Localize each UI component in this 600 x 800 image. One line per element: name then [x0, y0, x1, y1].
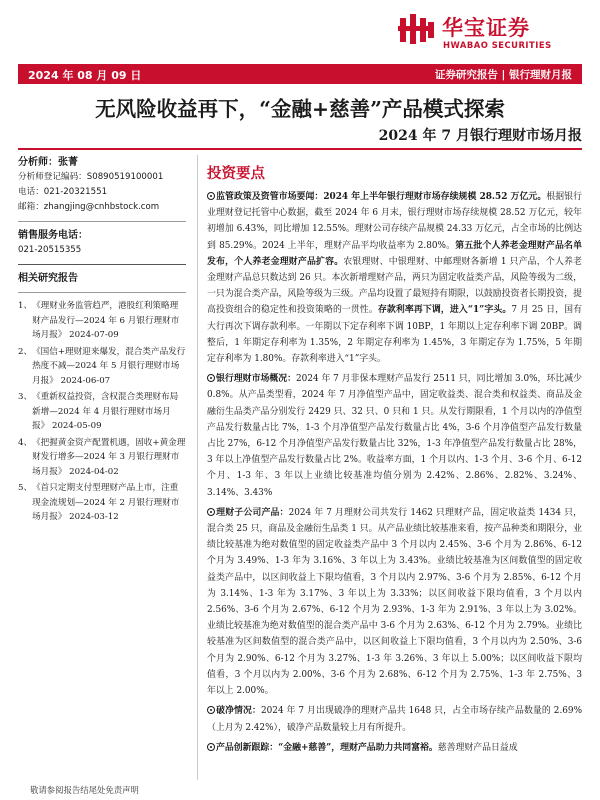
paragraph-regulatory-news: 监管政策及资管市场要闻：2024 年上半年银行理财市场存续规模 28.52 万亿元。根据银行业理财登记托管中心数据，截至 2024 年 6 月末，银行理财市场存续规模 28.52 万亿元，较年初增加 6.43%，同比增加 12.55%。理财公司存续产品规模 24.33 万亿元，占全市场的比例达到 85.29%。2024 上半年，理财产品平均收益率为 2.80%。第五批个人养老金理财产品名单发布，个人养老金理财产品扩容。农银理财、中银理财、中邮理财各新增 1 只产品，个人养老金理财产品总只数达到 26 只。本次新增理财产品，两只为固定收益类产品，风险等级为二级，一只为混合类产品，风险等级为三级。产品均设置了最短持有期限，以鼓励投资者长期投资，提高投资组合的稳定性和投资策略的一贯性。存款利率再下调，进入“1”字头。7 月 25 日，国有大行再次下调存款利率。一年期以下定存利率下调 10BP，1 年期以上定存利率下调 20BP。调整后，1 年期定存利率为 1.35%，2 年期定存利率为 1.45%，3 年期定存为 1.75%，5 年期定存利率为 1.80%。存款利率进入“1”字头。: [207, 192, 583, 365]
related-report-item[interactable]: [18, 345, 186, 389]
sidebar: [18, 155, 186, 527]
related-report-title: 《首只定期支付型理财产品上市，注重现金流规划—2024 年 2 月银行理财市场月报》 2024-03-12: [32, 483, 180, 523]
brand-name-cn: 华宝证券: [442, 16, 530, 40]
related-report-item[interactable]: [18, 436, 186, 480]
related-report-item[interactable]: [18, 299, 186, 343]
report-date: 2024 年 08 月 09 日: [28, 69, 142, 82]
related-report-item[interactable]: [18, 390, 186, 434]
report-subtitle: 2024 年 7 月银行理财市场月报: [378, 128, 582, 144]
column-divider: [197, 155, 198, 780]
paragraph-product-innovation: 产品创新跟踪：“金融+慈善”，理财产品助力共同富裕。慈善理财产品日益成: [207, 740, 582, 756]
analyst-name: 分析师：张菁: [18, 157, 78, 168]
circle-bullet-icon: [207, 192, 215, 200]
sidebar-divider: [18, 221, 186, 222]
analyst-email[interactable]: 邮箱：zhangjing@cnhbstock.com: [18, 202, 160, 212]
report-banner: [18, 64, 582, 84]
sales-label: 销售服务电话：: [18, 230, 88, 241]
related-report-number: 3、: [18, 392, 33, 403]
related-report-number: 5、: [18, 483, 33, 494]
analyst-phone: 电话：021-20321551: [18, 187, 108, 197]
related-reports-heading: 相关研究报告: [18, 273, 78, 285]
brand-name-en: HWABAO SECURITIES: [443, 40, 552, 50]
related-report-title: 《重新权益投资，含权混合类理财布局新增—2024 年 4 月银行理财市场月报》 2024-05-09: [32, 392, 179, 432]
sales-phone: 021-20515355: [18, 245, 82, 255]
sidebar-divider: [18, 264, 186, 265]
report-title: 无风险收益再下，“金融+慈善”产品模式探索: [95, 97, 505, 121]
related-reports-list: [18, 299, 186, 525]
circle-bullet-icon: [207, 706, 215, 714]
footer-disclaimer: 敬请参阅报告结尾处免责声明: [30, 785, 139, 795]
related-report-title: 《把握黄金资产配置机遇，固收+黄金理财发行增多—2024 年 3 月银行理财市场月报》 2024-04-02: [32, 437, 186, 477]
paragraph-subsidiary-products: 理财子公司产品：2024 年 7 月理财公司共发行 1462 只理财产品，固定收益类 1434 只，混合类 25 只，商品及金融衍生品类 1 只。从产品业绩比较基准来看，按产品种类和期限分，业绩比较基准为绝对数值型的固定收益类产品中 3 个月以内 2.45%、3-6 个月为 2.86%、6-12 个月为 3.49%、1-3 年为 3.16%、3 年以上为 3.43%。业绩比较基准为区间数值型的固定收益类产品中，以区间收益上下限均值看，3 个月以内 2.97%、3-6 个月为 2.85%、6-12 个月为 3.14%、1-3 年为 3.17%、3 年以上为 3.33%；以区间收益下限均值看，3 个月以内 2.56%、3-6 个月为 2.67%、6-12 个月为 2.93%、1-3 年为 2.91%、3 年以上为 3.02%。业绩比较基准为绝对数值型的混合类产品中 3-6 个月为 2.63%、6-12 个月为 2.79%。业绩比较基准为区间数值型的混合类产品中，以区间收益上下限均值看，3 个月以内为 2.50%、3-6 个月为 2.90%、6-12 个月为 3.27%、1-3 年 3.26%、3 年以上 5.00%；以区间收益下限均值看，3 个月以内为 2.00%、3-6 个月为 2.68%、6-12 个月为 2.75%、1-3 年 2.75%、3 年以上 2.00%。: [207, 507, 582, 697]
related-report-title: 《国信+理财迎来爆发，混合类产品发行热度不减—2024 年 5 月银行理财市场月报》 2024-06-07: [32, 346, 186, 386]
related-report-title: 《理财业务监管趋严，港股红利策略理财产品发行—2024 年 6 月银行理财市场月报》 2024-07-09: [32, 301, 180, 341]
related-report-number: 4、: [18, 437, 33, 448]
related-report-number: 2、: [18, 346, 33, 357]
main-content: [207, 162, 582, 760]
related-report-number: 1、: [18, 301, 33, 312]
paragraph-market-overview: 银行理财市场概况：2024 年 7 月非保本理财产品发行 2511 只，同比增加 3.0%，环比减少 0.8%。从产品类型看，2024 年 7 月净值型产品中，固定收益类、混合类和权益类、商品及金融衍生品类产品分别发行 2429 只、32 只、0 只和 1 只。从发行期限看，1 个月以内的净值型产品发行数量占比 7%，1-3 个月净值型产品发行数量占比 4%，3-6 个月净值型产品发行数量占比 27%，6-12 个月净值型产品发行数量占比 32%，1-3 年净值型产品发行数量占比 28%，3 年以上净值型产品发行数量占比 2%。收益率方面，1 个月以内、1-3 个月、3-6 个月、6-12 个月、1-3 年、3 年以上业绩比较基准均值分别为 2.42%、2.86%、2.82%、3.24%、3.14%、3.43%: [207, 374, 582, 498]
analyst-cert: 分析师登记编码：S0890519100001: [18, 172, 164, 182]
report-category: 证券研究报告 | 银行理财月报: [434, 69, 572, 81]
related-report-item[interactable]: [18, 481, 186, 525]
sidebar-divider: [18, 292, 186, 293]
circle-bullet-icon: [207, 374, 215, 382]
paragraph-below-par: 破净情况：2024 年 7 月出现破净的理财产品共 1648 只，占全市场存续产品数量的 2.69%（上月为 2.42%），破净产品数量较上月有所提升。: [207, 706, 583, 733]
hwabao-logo-icon: [398, 12, 438, 48]
title-divider: [18, 148, 582, 150]
circle-bullet-icon: [207, 743, 215, 751]
circle-bullet-icon: [207, 508, 215, 516]
section-title: 投资要点: [207, 165, 265, 182]
company-logo: [398, 10, 588, 54]
